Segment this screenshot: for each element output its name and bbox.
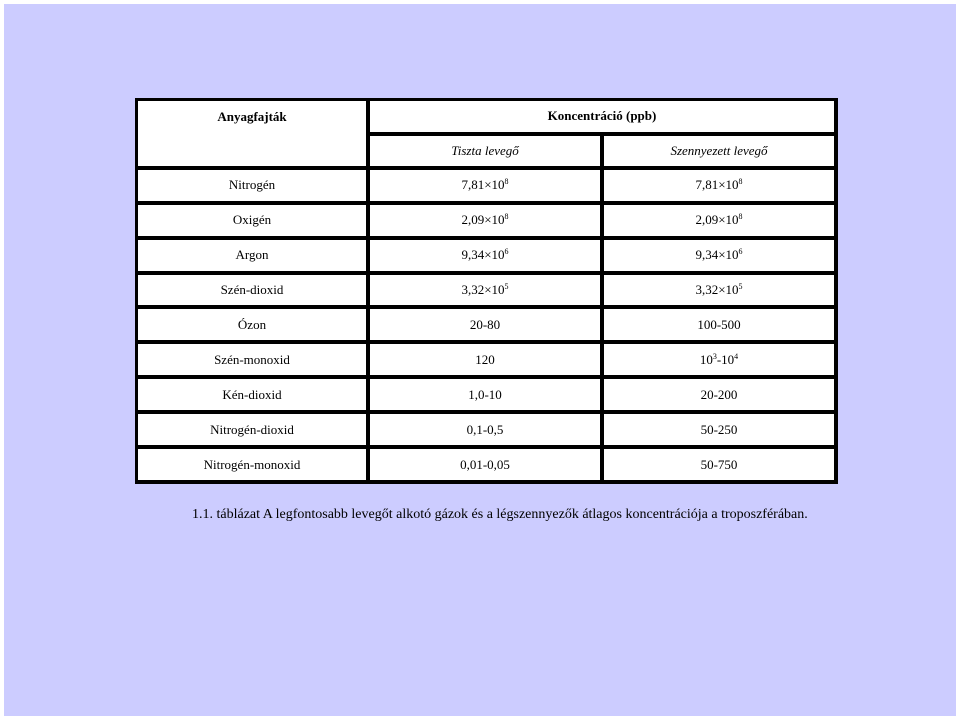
concentration-table (135, 98, 838, 484)
clean-air-value-base: 7,81×10 (461, 177, 505, 193)
row-species-name: Argon (138, 240, 367, 272)
clean-air-value (370, 205, 601, 237)
table-row (138, 205, 835, 237)
clean-air-value (370, 240, 601, 272)
concentration-table-frame (135, 98, 838, 484)
polluted-air-value-base: 50-250 (700, 421, 738, 437)
table-row (138, 344, 835, 376)
clean-air-value-exponent: 5 (504, 281, 509, 291)
row-species-name: Kén-dioxid (138, 379, 367, 411)
row-species-name: Szén-monoxid (138, 344, 367, 376)
clean-air-value-base: 0,01-0,05 (460, 456, 510, 472)
table-row (138, 449, 835, 481)
clean-air-value (370, 275, 601, 307)
row-species-name: Szén-dioxid (138, 275, 367, 307)
row-species-name: Oxigén (138, 205, 367, 237)
polluted-air-value (604, 449, 835, 481)
clean-air-value (370, 414, 601, 446)
header-polluted-air: Szennyezett levegő (604, 136, 835, 167)
clean-air-value (370, 379, 601, 411)
clean-air-value (370, 344, 601, 376)
polluted-air-value (604, 170, 835, 202)
row-species-name: Nitrogén-dioxid (138, 414, 367, 446)
clean-air-value-exponent: 6 (504, 247, 509, 257)
clean-air-value-base: 120 (475, 351, 495, 367)
table-row (138, 309, 835, 341)
slide-background (4, 4, 956, 716)
polluted-air-value-base: 2,09×10 (695, 212, 739, 228)
polluted-air-value (604, 205, 835, 237)
clean-air-value-base: 2,09×10 (461, 212, 505, 228)
clean-air-value-base: 3,32×10 (461, 281, 505, 297)
table-row (138, 379, 835, 411)
polluted-air-value-exponent: 6 (738, 247, 743, 257)
clean-air-value-base: 0,1-0,5 (466, 421, 504, 437)
clean-air-value (370, 309, 601, 341)
polluted-air-value-base: 7,81×10 (695, 177, 739, 193)
row-species-name: Nitrogén (138, 170, 367, 202)
clean-air-value (370, 170, 601, 202)
polluted-air-value-exponent: 5 (738, 281, 743, 291)
header-clean-air: Tiszta levegő (370, 136, 601, 167)
clean-air-value-base: 9,34×10 (461, 247, 505, 263)
header-species: Anyagfajták (138, 101, 367, 167)
polluted-air-value (604, 414, 835, 446)
polluted-air-value-base: 3,32×10 (695, 281, 739, 297)
header-concentration: Koncentráció (ppb) (370, 101, 835, 133)
table-row (138, 170, 835, 202)
polluted-air-value (604, 379, 835, 411)
polluted-air-value-mid: -10 (716, 351, 735, 367)
polluted-air-value-base: 100-500 (697, 316, 741, 332)
polluted-air-value (604, 309, 835, 341)
polluted-air-value-exponent: 3 (712, 351, 717, 361)
polluted-air-value-base: 20-200 (700, 386, 738, 402)
clean-air-value-base: 1,0-10 (468, 386, 502, 402)
polluted-air-value-exponent: 8 (738, 177, 743, 187)
polluted-air-value (604, 275, 835, 307)
polluted-air-value (604, 240, 835, 272)
table-row (138, 414, 835, 446)
polluted-air-value-base: 50-750 (700, 456, 738, 472)
table-row (138, 275, 835, 307)
clean-air-value-exponent: 8 (504, 212, 509, 222)
polluted-air-value-exponent-2: 4 (734, 351, 739, 361)
table-caption: 1.1. táblázat A legfontosabb levegőt alkotó gázok és a légszennyezők átlagos koncentrációja a troposzférában. (192, 507, 808, 522)
clean-air-value-base: 20-80 (469, 316, 501, 332)
clean-air-value-exponent: 8 (504, 177, 509, 187)
polluted-air-value-base: 9,34×10 (695, 247, 739, 263)
clean-air-value (370, 449, 601, 481)
polluted-air-value (604, 344, 835, 376)
polluted-air-value-base: 10 (699, 351, 713, 367)
row-species-name: Ózon (138, 309, 367, 341)
polluted-air-value-exponent: 8 (738, 212, 743, 222)
table-row (138, 240, 835, 272)
row-species-name: Nitrogén-monoxid (138, 449, 367, 481)
